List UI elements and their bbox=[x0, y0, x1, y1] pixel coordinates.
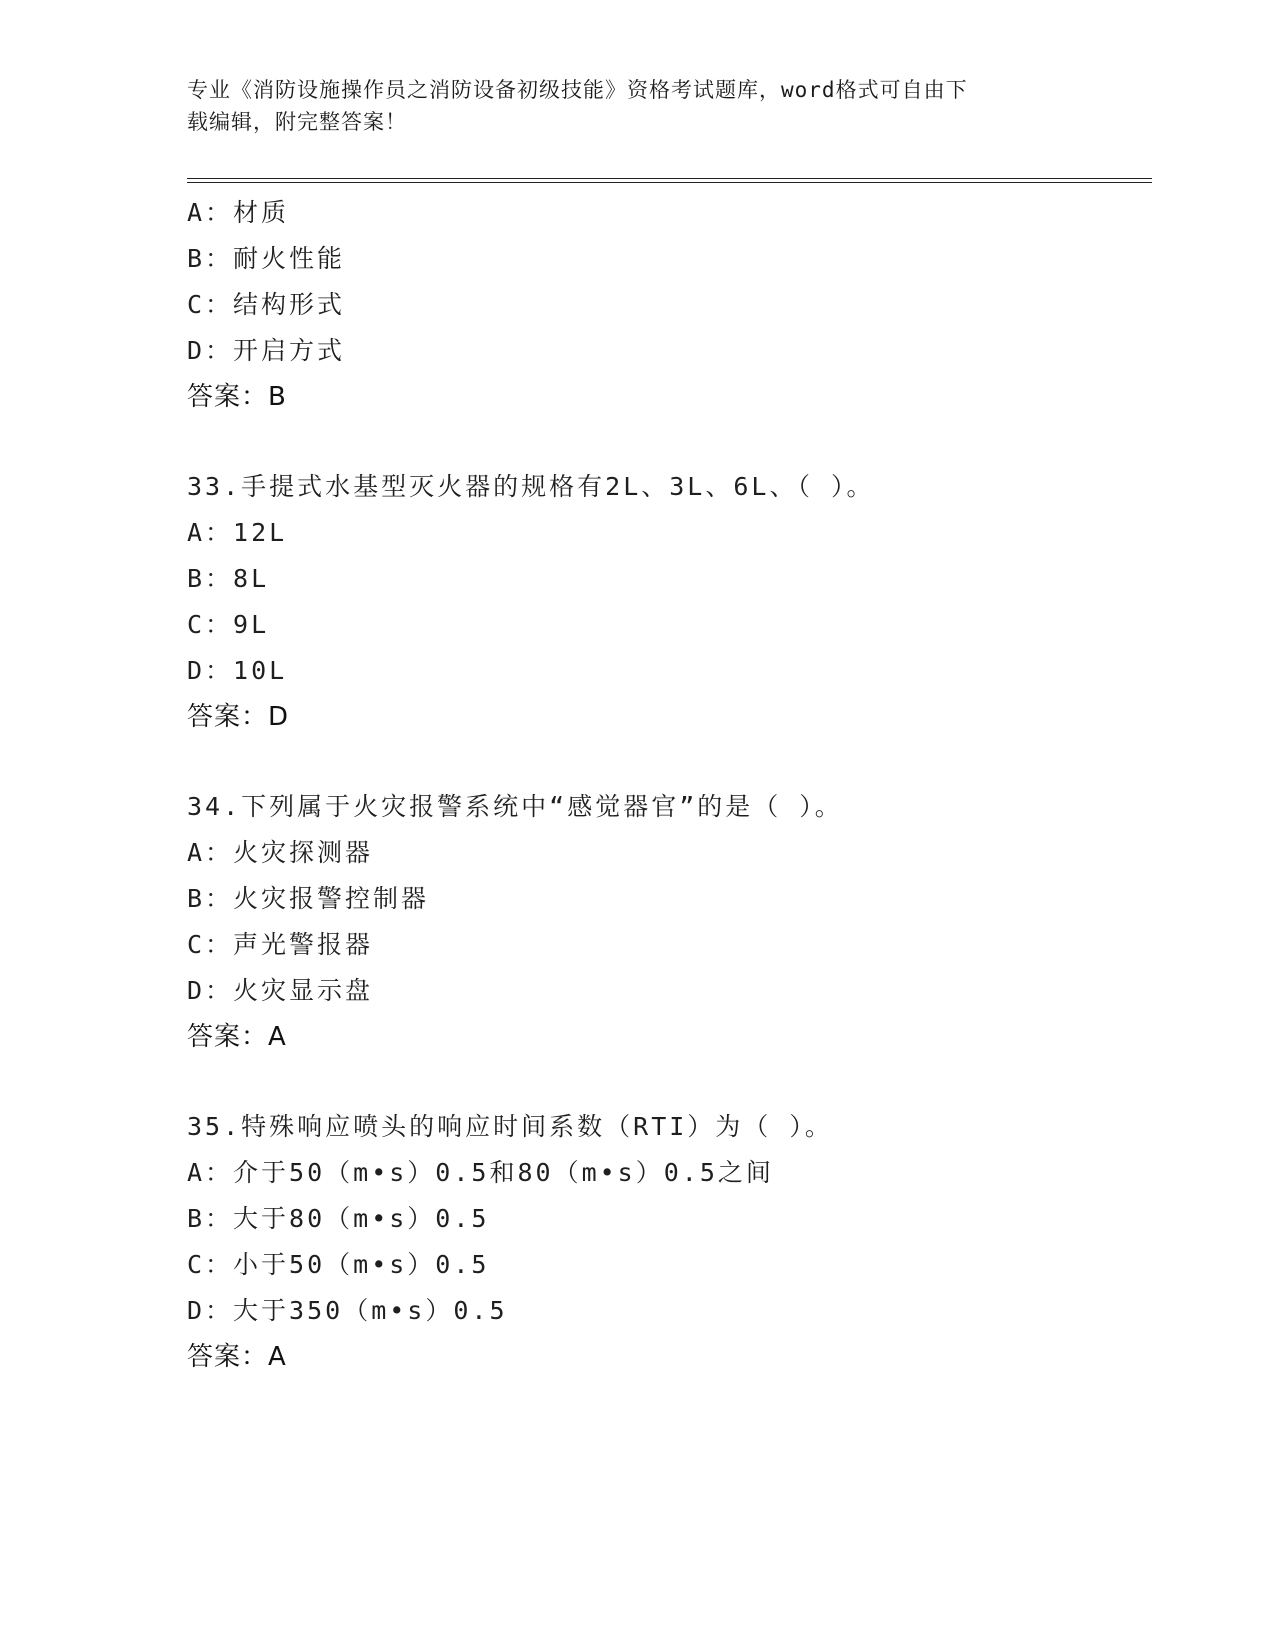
option-d: D：大于350（m•s）0.5 bbox=[187, 1296, 508, 1325]
option-c: C：结构形式 bbox=[187, 290, 346, 319]
question-block-33 bbox=[187, 464, 1152, 740]
question-block-34 bbox=[187, 784, 1152, 1060]
option-b: B：8L bbox=[187, 564, 270, 593]
option-a: A：12L bbox=[187, 518, 288, 547]
header-line-1: 专业《消防设施操作员之消防设备初级技能》资格考试题库，word格式可自由下 bbox=[187, 78, 968, 102]
option-d: D：10L bbox=[187, 656, 288, 685]
option-b: B：大于80（m•s）0.5 bbox=[187, 1204, 490, 1233]
question-title: 34.下列属于火灾报警系统中“感觉器官”的是（ ）。 bbox=[187, 792, 843, 821]
option-c: C：声光警报器 bbox=[187, 930, 374, 959]
spacer bbox=[187, 1060, 1152, 1104]
question-title: 35.特殊响应喷头的响应时间系数（RTI）为（ ）。 bbox=[187, 1112, 833, 1141]
option-c: C：小于50（m•s）0.5 bbox=[187, 1250, 490, 1279]
option-d: D：开启方式 bbox=[187, 336, 346, 365]
header-line-2: 载编辑，附完整答案！ bbox=[187, 110, 407, 134]
answer: 答案：D bbox=[187, 702, 290, 732]
question-list bbox=[187, 190, 1152, 1380]
option-a: A：火灾探测器 bbox=[187, 838, 374, 867]
option-a: A：材质 bbox=[187, 198, 290, 227]
question-block-32 bbox=[187, 190, 1152, 420]
option-d: D：火灾显示盘 bbox=[187, 976, 374, 1005]
option-b: B：火灾报警控制器 bbox=[187, 884, 430, 913]
spacer bbox=[187, 740, 1152, 784]
option-a: A：介于50（m•s）0.5和80（m•s）0.5之间 bbox=[187, 1158, 774, 1187]
question-block-35 bbox=[187, 1104, 1152, 1380]
header-divider-bottom bbox=[187, 182, 1152, 183]
question-title: 33.手提式水基型灭火器的规格有2L、3L、6L、（ ）。 bbox=[187, 472, 875, 501]
answer: 答案：A bbox=[187, 1342, 287, 1372]
document-header bbox=[187, 74, 1087, 138]
spacer bbox=[187, 420, 1152, 464]
header-divider-top bbox=[187, 178, 1152, 179]
option-b: B：耐火性能 bbox=[187, 244, 346, 273]
option-c: C：9L bbox=[187, 610, 270, 639]
answer: 答案：A bbox=[187, 1022, 287, 1052]
answer: 答案：B bbox=[187, 382, 287, 412]
